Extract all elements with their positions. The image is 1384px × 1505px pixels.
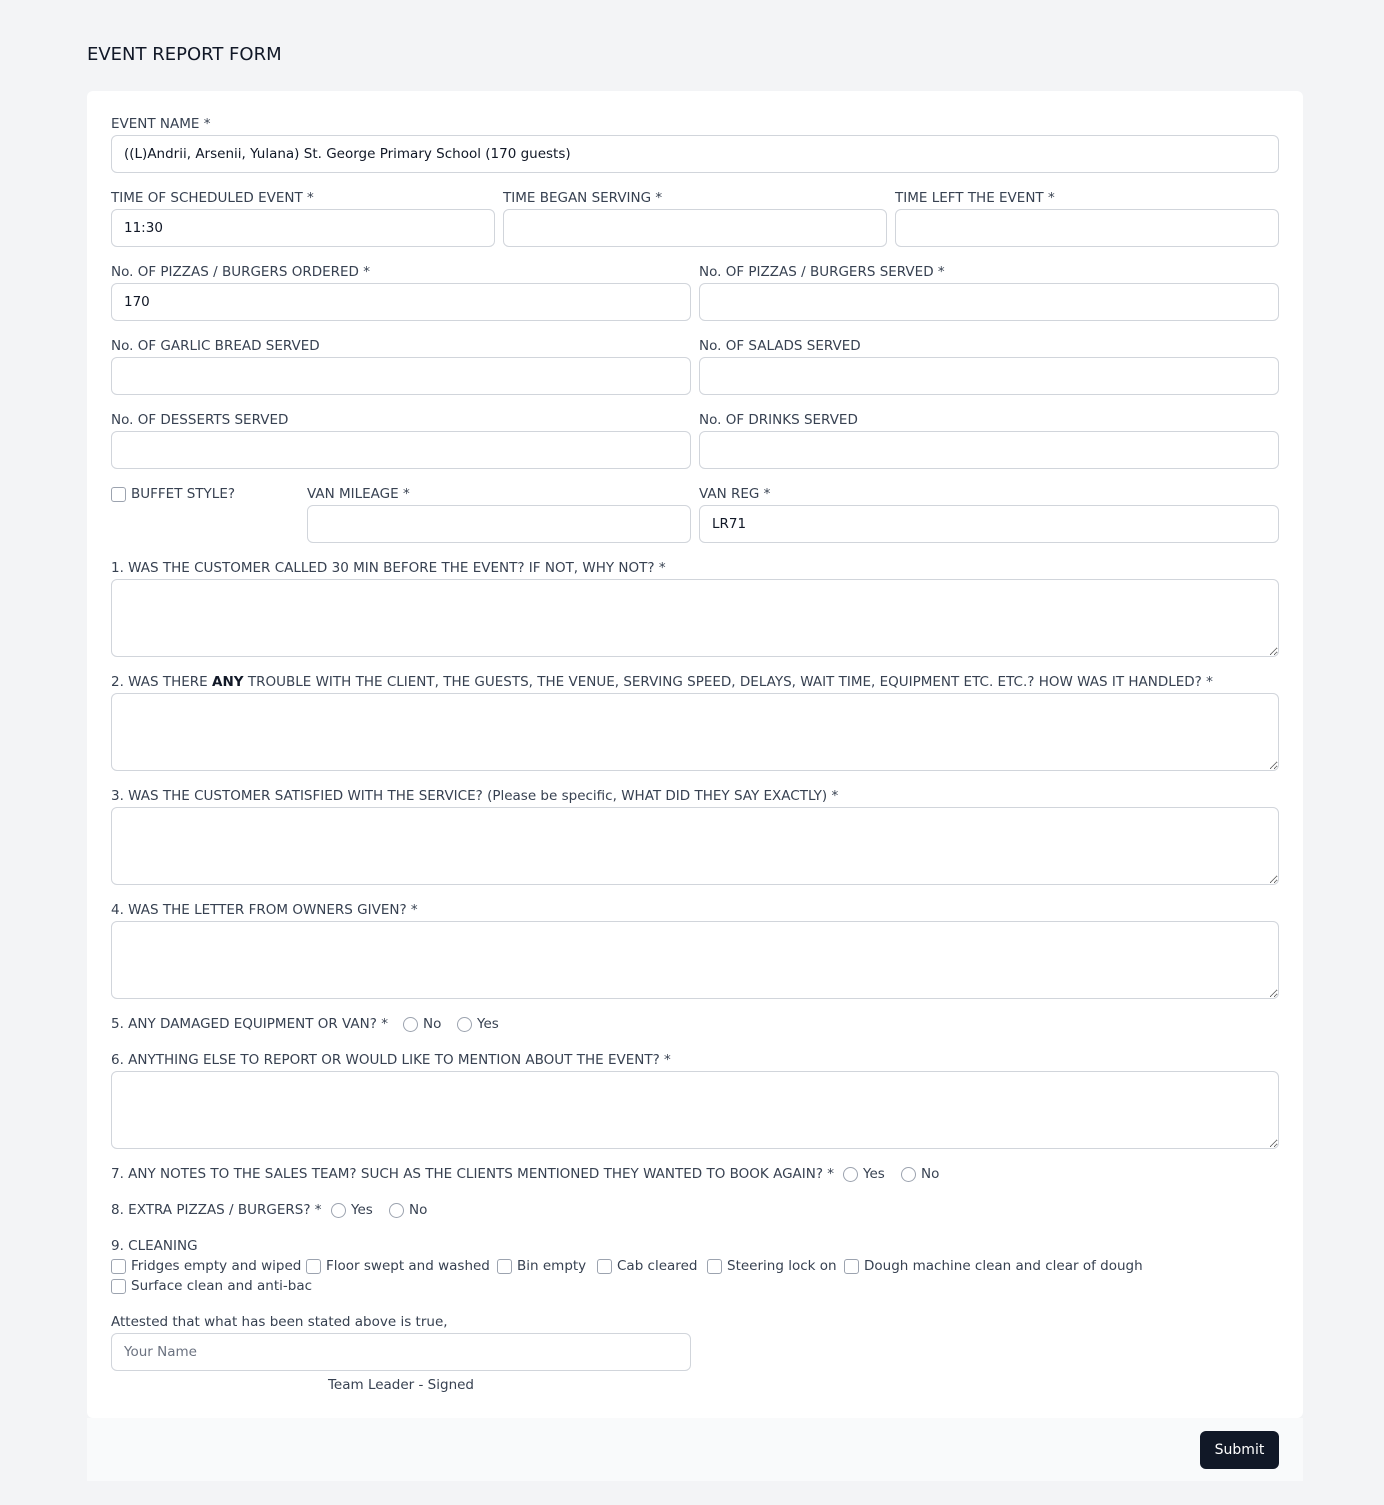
time-left-label: TIME LEFT THE EVENT * bbox=[895, 190, 1055, 206]
q2-label-emphasis: ANY bbox=[212, 674, 244, 690]
drinks-input[interactable] bbox=[699, 431, 1279, 469]
pizzas-ordered-input[interactable] bbox=[111, 283, 691, 321]
garlic-bread-label: No. OF GARLIC BREAD SERVED bbox=[111, 338, 320, 354]
radio-label: No bbox=[423, 1016, 442, 1032]
radio-circle[interactable] bbox=[331, 1203, 346, 1218]
van-reg-label: VAN REG * bbox=[699, 486, 771, 502]
q6-textarea[interactable] bbox=[111, 1071, 1279, 1149]
checkbox-box[interactable] bbox=[707, 1259, 722, 1274]
checkbox-box[interactable] bbox=[111, 1259, 126, 1274]
attest-label: Attested that what has been stated above is true, bbox=[111, 1314, 448, 1330]
van-mileage-input[interactable] bbox=[307, 505, 691, 543]
cleaning-label: Bin empty bbox=[517, 1258, 587, 1274]
cleaning-label: Steering lock on bbox=[727, 1258, 837, 1274]
checkbox-box[interactable] bbox=[111, 1279, 126, 1294]
q2-textarea[interactable] bbox=[111, 693, 1279, 771]
time-scheduled-label: TIME OF SCHEDULED EVENT * bbox=[111, 190, 314, 206]
q7-radio-yes[interactable] bbox=[843, 1166, 885, 1182]
cleaning-checkbox-dough[interactable] bbox=[844, 1258, 1143, 1274]
cleaning-checkbox-floor[interactable] bbox=[306, 1258, 490, 1274]
q4-textarea[interactable] bbox=[111, 921, 1279, 999]
time-began-input[interactable] bbox=[503, 209, 887, 247]
checkbox-box[interactable] bbox=[597, 1259, 612, 1274]
cleaning-label: Dough machine clean and clear of dough bbox=[864, 1258, 1143, 1274]
q5-radio-no[interactable] bbox=[403, 1016, 441, 1032]
checkbox-box[interactable] bbox=[306, 1259, 321, 1274]
q1-label: 1. WAS THE CUSTOMER CALLED 30 MIN BEFORE THE EVENT? IF NOT, WHY NOT? * bbox=[111, 560, 666, 576]
q3-label: 3. WAS THE CUSTOMER SATISFIED WITH THE SERVICE? (Please be specific, WHAT DID THEY SAY EXACTLY) * bbox=[111, 788, 839, 804]
cleaning-checkbox-cab[interactable] bbox=[597, 1258, 697, 1274]
time-left-input[interactable] bbox=[895, 209, 1279, 247]
radio-circle[interactable] bbox=[901, 1167, 916, 1182]
q5-label: 5. ANY DAMAGED EQUIPMENT OR VAN? * bbox=[111, 1016, 388, 1032]
q9-label: 9. CLEANING bbox=[111, 1238, 198, 1254]
cleaning-checkbox-bin[interactable] bbox=[497, 1258, 586, 1274]
q5-radio-yes[interactable] bbox=[457, 1016, 499, 1032]
radio-circle[interactable] bbox=[457, 1017, 472, 1032]
q7-label: 7. ANY NOTES TO THE SALES TEAM? SUCH AS THE CLIENTS MENTIONED THEY WANTED TO BOOK AGAIN? * bbox=[111, 1166, 835, 1182]
q7-radio-no[interactable] bbox=[901, 1166, 939, 1182]
q2-label-post: TROUBLE WITH THE CLIENT, THE GUESTS, THE VENUE, SERVING SPEED, DELAYS, WAIT TIME, EQUIPMENT ETC. ETC.? HOW WAS IT HANDLED? * bbox=[243, 674, 1213, 690]
checkbox-box[interactable] bbox=[844, 1259, 859, 1274]
cleaning-label: Cab cleared bbox=[617, 1258, 698, 1274]
q8-radio-yes[interactable] bbox=[331, 1202, 373, 1218]
desserts-input[interactable] bbox=[111, 431, 691, 469]
van-mileage-label: VAN MILEAGE * bbox=[307, 486, 410, 502]
signature-caption: Team Leader - Signed bbox=[327, 1377, 475, 1393]
q3-textarea[interactable] bbox=[111, 807, 1279, 885]
event-name-label: EVENT NAME * bbox=[111, 116, 211, 132]
radio-label: No bbox=[921, 1166, 940, 1182]
q1-textarea[interactable] bbox=[111, 579, 1279, 657]
your-name-input[interactable] bbox=[111, 1333, 691, 1371]
cleaning-label: Floor swept and washed bbox=[326, 1258, 490, 1274]
salads-input[interactable] bbox=[699, 357, 1279, 395]
q4-label: 4. WAS THE LETTER FROM OWNERS GIVEN? * bbox=[111, 902, 418, 918]
radio-label: No bbox=[409, 1202, 428, 1218]
buffet-style-label: BUFFET STYLE? bbox=[131, 486, 236, 502]
cleaning-label: Fridges empty and wiped bbox=[131, 1258, 302, 1274]
time-scheduled-input[interactable] bbox=[111, 209, 495, 247]
drinks-label: No. OF DRINKS SERVED bbox=[699, 412, 858, 428]
radio-circle[interactable] bbox=[843, 1167, 858, 1182]
q2-label-pre: 2. WAS THERE bbox=[111, 674, 213, 690]
radio-label: Yes bbox=[351, 1202, 373, 1218]
radio-circle[interactable] bbox=[403, 1017, 418, 1032]
page-title: EVENT REPORT FORM bbox=[87, 44, 282, 65]
checkbox-box[interactable] bbox=[111, 487, 126, 502]
q2-label bbox=[111, 674, 1213, 690]
cleaning-checkbox-steering[interactable] bbox=[707, 1258, 837, 1274]
cleaning-label: Surface clean and anti-bac bbox=[131, 1278, 313, 1294]
form-footer bbox=[87, 1418, 1303, 1481]
garlic-bread-input[interactable] bbox=[111, 357, 691, 395]
pizzas-ordered-label: No. OF PIZZAS / BURGERS ORDERED * bbox=[111, 264, 370, 280]
cleaning-checkbox-fridges[interactable] bbox=[111, 1258, 301, 1274]
pizzas-served-input[interactable] bbox=[699, 283, 1279, 321]
radio-label: Yes bbox=[863, 1166, 885, 1182]
q6-label: 6. ANYTHING ELSE TO REPORT OR WOULD LIKE TO MENTION ABOUT THE EVENT? * bbox=[111, 1052, 671, 1068]
salads-label: No. OF SALADS SERVED bbox=[699, 338, 861, 354]
buffet-style-checkbox[interactable] bbox=[111, 486, 235, 502]
van-reg-input[interactable] bbox=[699, 505, 1279, 543]
desserts-label: No. OF DESSERTS SERVED bbox=[111, 412, 289, 428]
cleaning-checkbox-surface[interactable] bbox=[111, 1278, 312, 1294]
event-name-input[interactable] bbox=[111, 135, 1279, 173]
checkbox-box[interactable] bbox=[497, 1259, 512, 1274]
q8-label: 8. EXTRA PIZZAS / BURGERS? * bbox=[111, 1202, 322, 1218]
pizzas-served-label: No. OF PIZZAS / BURGERS SERVED * bbox=[699, 264, 945, 280]
submit-button[interactable]: Submit bbox=[1200, 1431, 1279, 1469]
radio-label: Yes bbox=[477, 1016, 499, 1032]
q8-radio-no[interactable] bbox=[389, 1202, 427, 1218]
time-began-label: TIME BEGAN SERVING * bbox=[503, 190, 663, 206]
radio-circle[interactable] bbox=[389, 1203, 404, 1218]
